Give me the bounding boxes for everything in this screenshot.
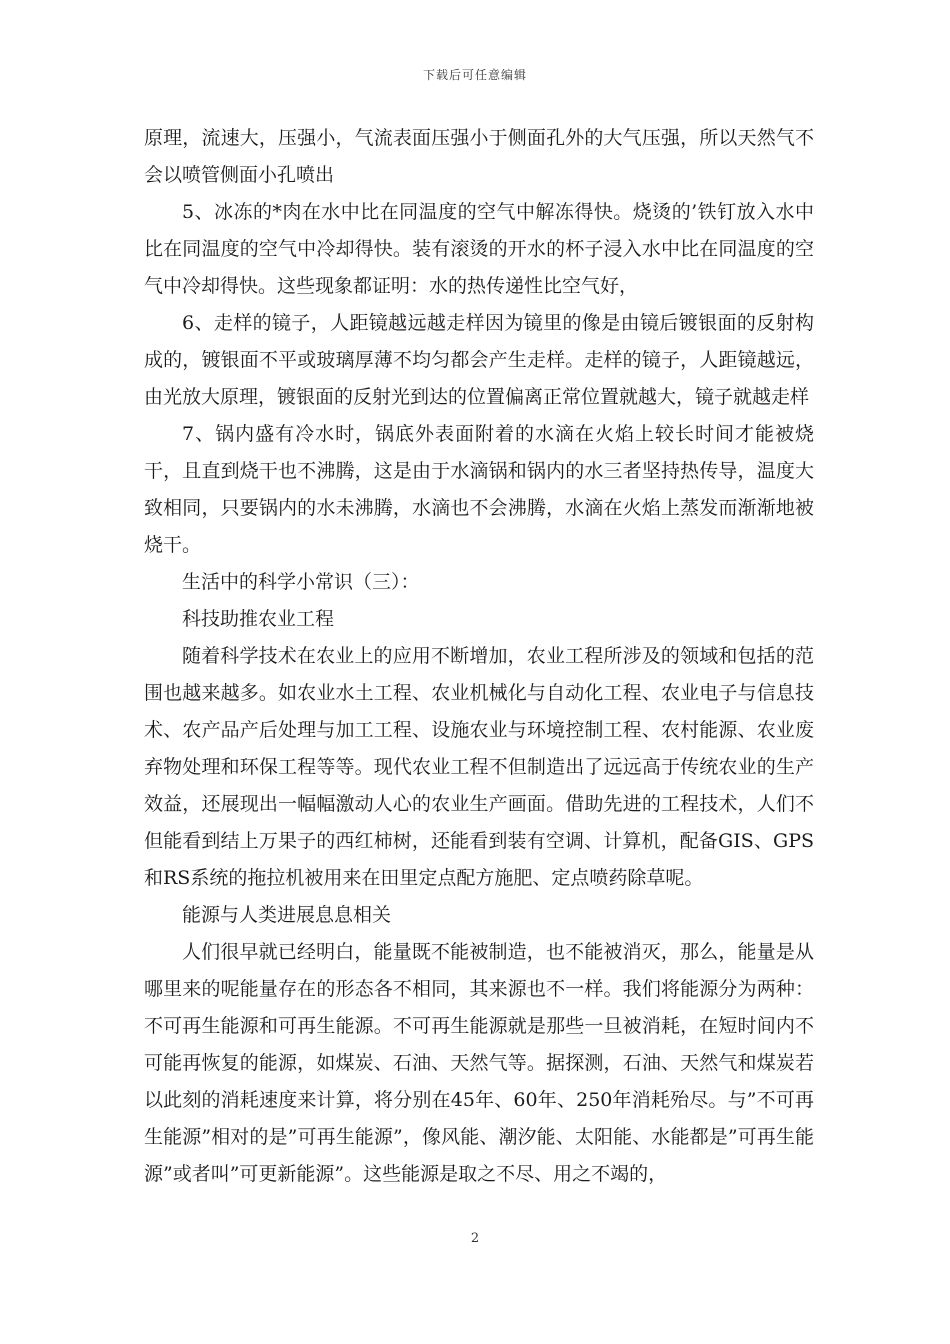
- subheading-energy: 能源与人类进展息息相关: [182, 904, 392, 926]
- section-heading-science-tips-3: 生活中的科学小常识（三）：: [182, 571, 420, 593]
- paragraph-item-5: 5、冰冻的*肉在水中比在同温度的空气中解冻得快。烧烫的’铁钉放入水中比在同温度的空气中冷却得快。装有滚烫的开水的杯子浸入水中比在同温度的空气中冷却得快。这些现象都证明：水的热传递性比空气好，: [144, 201, 814, 297]
- paragraph-item-6: 6、走样的镜子，人距镜越远越走样因为镜里的像是由镜后镀银面的反射构成的，镀银面不平或玻璃厚薄不均匀都会产生走样。走样的镜子，人距镜越远，由光放大原理，镀银面的反射光到达的位置偏离正常位置就越大，镜子就越走样: [144, 312, 814, 408]
- paragraph-continued: 原理，流速大，压强小，气流表面压强小于侧面孔外的大气压强，所以天然气不会以喷管侧面小孔喷出: [144, 127, 814, 186]
- page-header: 下载后可任意编辑: [422, 68, 527, 82]
- paragraph-agriculture: 随着科学技术在农业上的应用不断增加，农业工程所涉及的领域和包括的范围也越来越多。如农业水土工程、农业机械化与自动化工程、农业电子与信息技术、农产品产后处理与加工工程、设施农业与环境控制工程、农村能源、农业废弃物处理和环保工程等等。现代农业工程不但制造出了远远高于传统农业的生产效益，还展现出一幅幅激动人心的农业生产画面。借助先进的工程技术，人们不但能看到结上万果子的西红柿树，还能看到装有空调、计算机，配备GIS、GPS和RS系统的拖拉机被用来在田里定点配方施肥、定点喷药除草呢。: [144, 645, 814, 889]
- paragraph-item-7: 7、锅内盛有冷水时，锅底外表面附着的水滴在火焰上较长时间才能被烧干，且直到烧干也不沸腾，这是由于水滴锅和锅内的水三者坚持热传导，温度大致相同，只要锅内的水未沸腾，水滴也不会沸腾，水滴在火焰上蒸发而渐渐地被烧干。: [144, 423, 814, 556]
- subheading-agriculture: 科技助推农业工程: [182, 608, 335, 630]
- page-number: 2: [470, 1231, 480, 1246]
- paragraph-energy: 人们很早就已经明白，能量既不能被制造，也不能被消灭，那么，能量是从哪里来的呢能量存在的形态各不相同，其来源也不一样。我们将能源分为两种：不可再生能源和可再生能源。不可再生能源就是那些一旦被消耗，在短时间内不可能再恢复的能源，如煤炭、石油、天然气等。据探测，石油、天然气和煤炭若以此刻的消耗速度来计算，将分别在45年、60年、250年消耗殆尽。与”不可再生能源”相对的是”可再生能源”，像风能、潮汐能、太阳能、水能都是”可再生能源”或者叫”可更新能源”。这些能源是取之不尽、用之不竭的，: [144, 941, 814, 1185]
- document-body: [144, 120, 814, 1193]
